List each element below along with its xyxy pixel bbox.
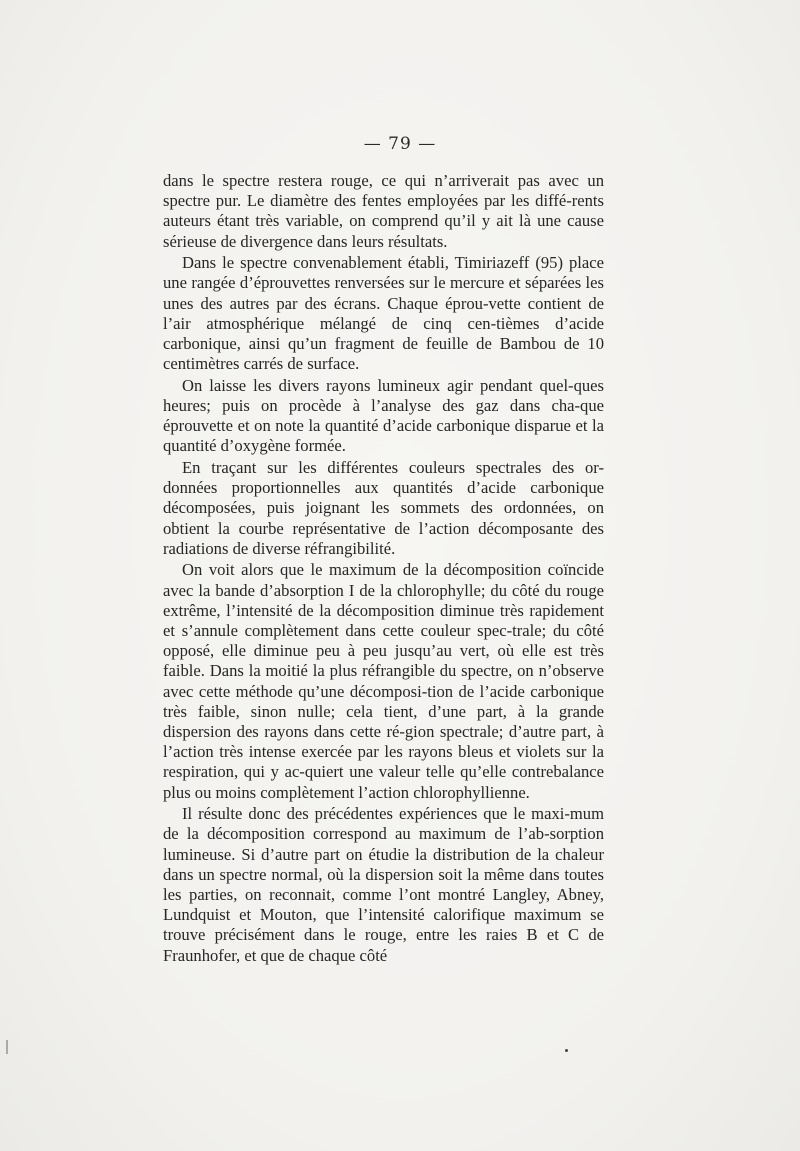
paragraph-conclusion: Il résulte donc des précédentes expériences que le maxi-mum de la décomposition correspond au maximum de l’ab-sorption lumineuse. Si d’autre part on étudie la distribution de la chaleur dans un spectre normal, où la dispersion soit la même dans toutes les parties, on reconnait, comme l’ont montré Langley, Abney, Lundquist et Mouton, que l’intensité calorifique maximum se trouve précisément dans le rouge, entre les raies B et C de Fraunhofer, et que de chaque côté [163, 804, 604, 965]
paragraph-timiriazeff-setup: Dans le spectre convenablement établi, Timiriazeff (95) place une rangée d’éprouvettes renversées sur le mercure et séparées les unes des autres par des écrans. Chaque éprou-vette contient de l’air atmosphérique mélangé de cinq cen-tièmes d’acide carbonique, ainsi qu’un fragment de feuille de Bambou de 10 centimètres carrés de surface. [163, 253, 604, 374]
body-text [163, 171, 604, 966]
paragraph-decomposition-maximum: On voit alors que le maximum de la décomposition coïncide avec la bande d’absorption I de la chlorophylle; du côté du rouge extrême, l’intensité de la décomposition diminue très rapidement et s’annule complètement dans cette couleur spec-trale; du côté opposé, elle diminue peu à peu jusqu’au vert, où elle est très faible. Dans la moitié la plus réfrangible du spectre, on n’observe avec cette méthode qu’une décomposi-tion de l’acide carbonique très faible, sinon nulle; cela tient, d’une part, à la grande dispersion des rayons dans cette ré-gion spectrale; d’autre part, à l’action très intense exercée par les rayons bleus et violets sur la respiration, qui y ac-quiert une valeur telle qu’elle contrebalance plus ou moins complètement l’action chlorophyllienne. [163, 560, 604, 802]
page-number: — 79 — [363, 134, 437, 154]
ink-speck [565, 1049, 568, 1052]
paragraph-ordinates-curve: En traçant sur les différentes couleurs spectrales des or-données proportionnelles aux quantités d’acide carbonique décomposées, puis joignant les sommets des ordonnées, on obtient la courbe représentative de l’action décomposante des radiations de diverse réfrangibilité. [163, 458, 604, 558]
margin-mark [6, 1040, 8, 1054]
paragraph-continued: dans le spectre restera rouge, ce qui n’arriverait pas avec un spectre pur. Le diamètre des fentes employées par les diffé-rents auteurs étant très variable, on comprend qu’il y ait là une cause sérieuse de divergence dans leurs résultats. [163, 171, 604, 251]
paragraph-light-exposure: On laisse les divers rayons lumineux agir pendant quel-ques heures; puis on procède à l’analyse des gaz dans cha-que éprouvette et on note la quantité d’acide carbonique disparue et la quantité d’oxygène formée. [163, 375, 604, 456]
